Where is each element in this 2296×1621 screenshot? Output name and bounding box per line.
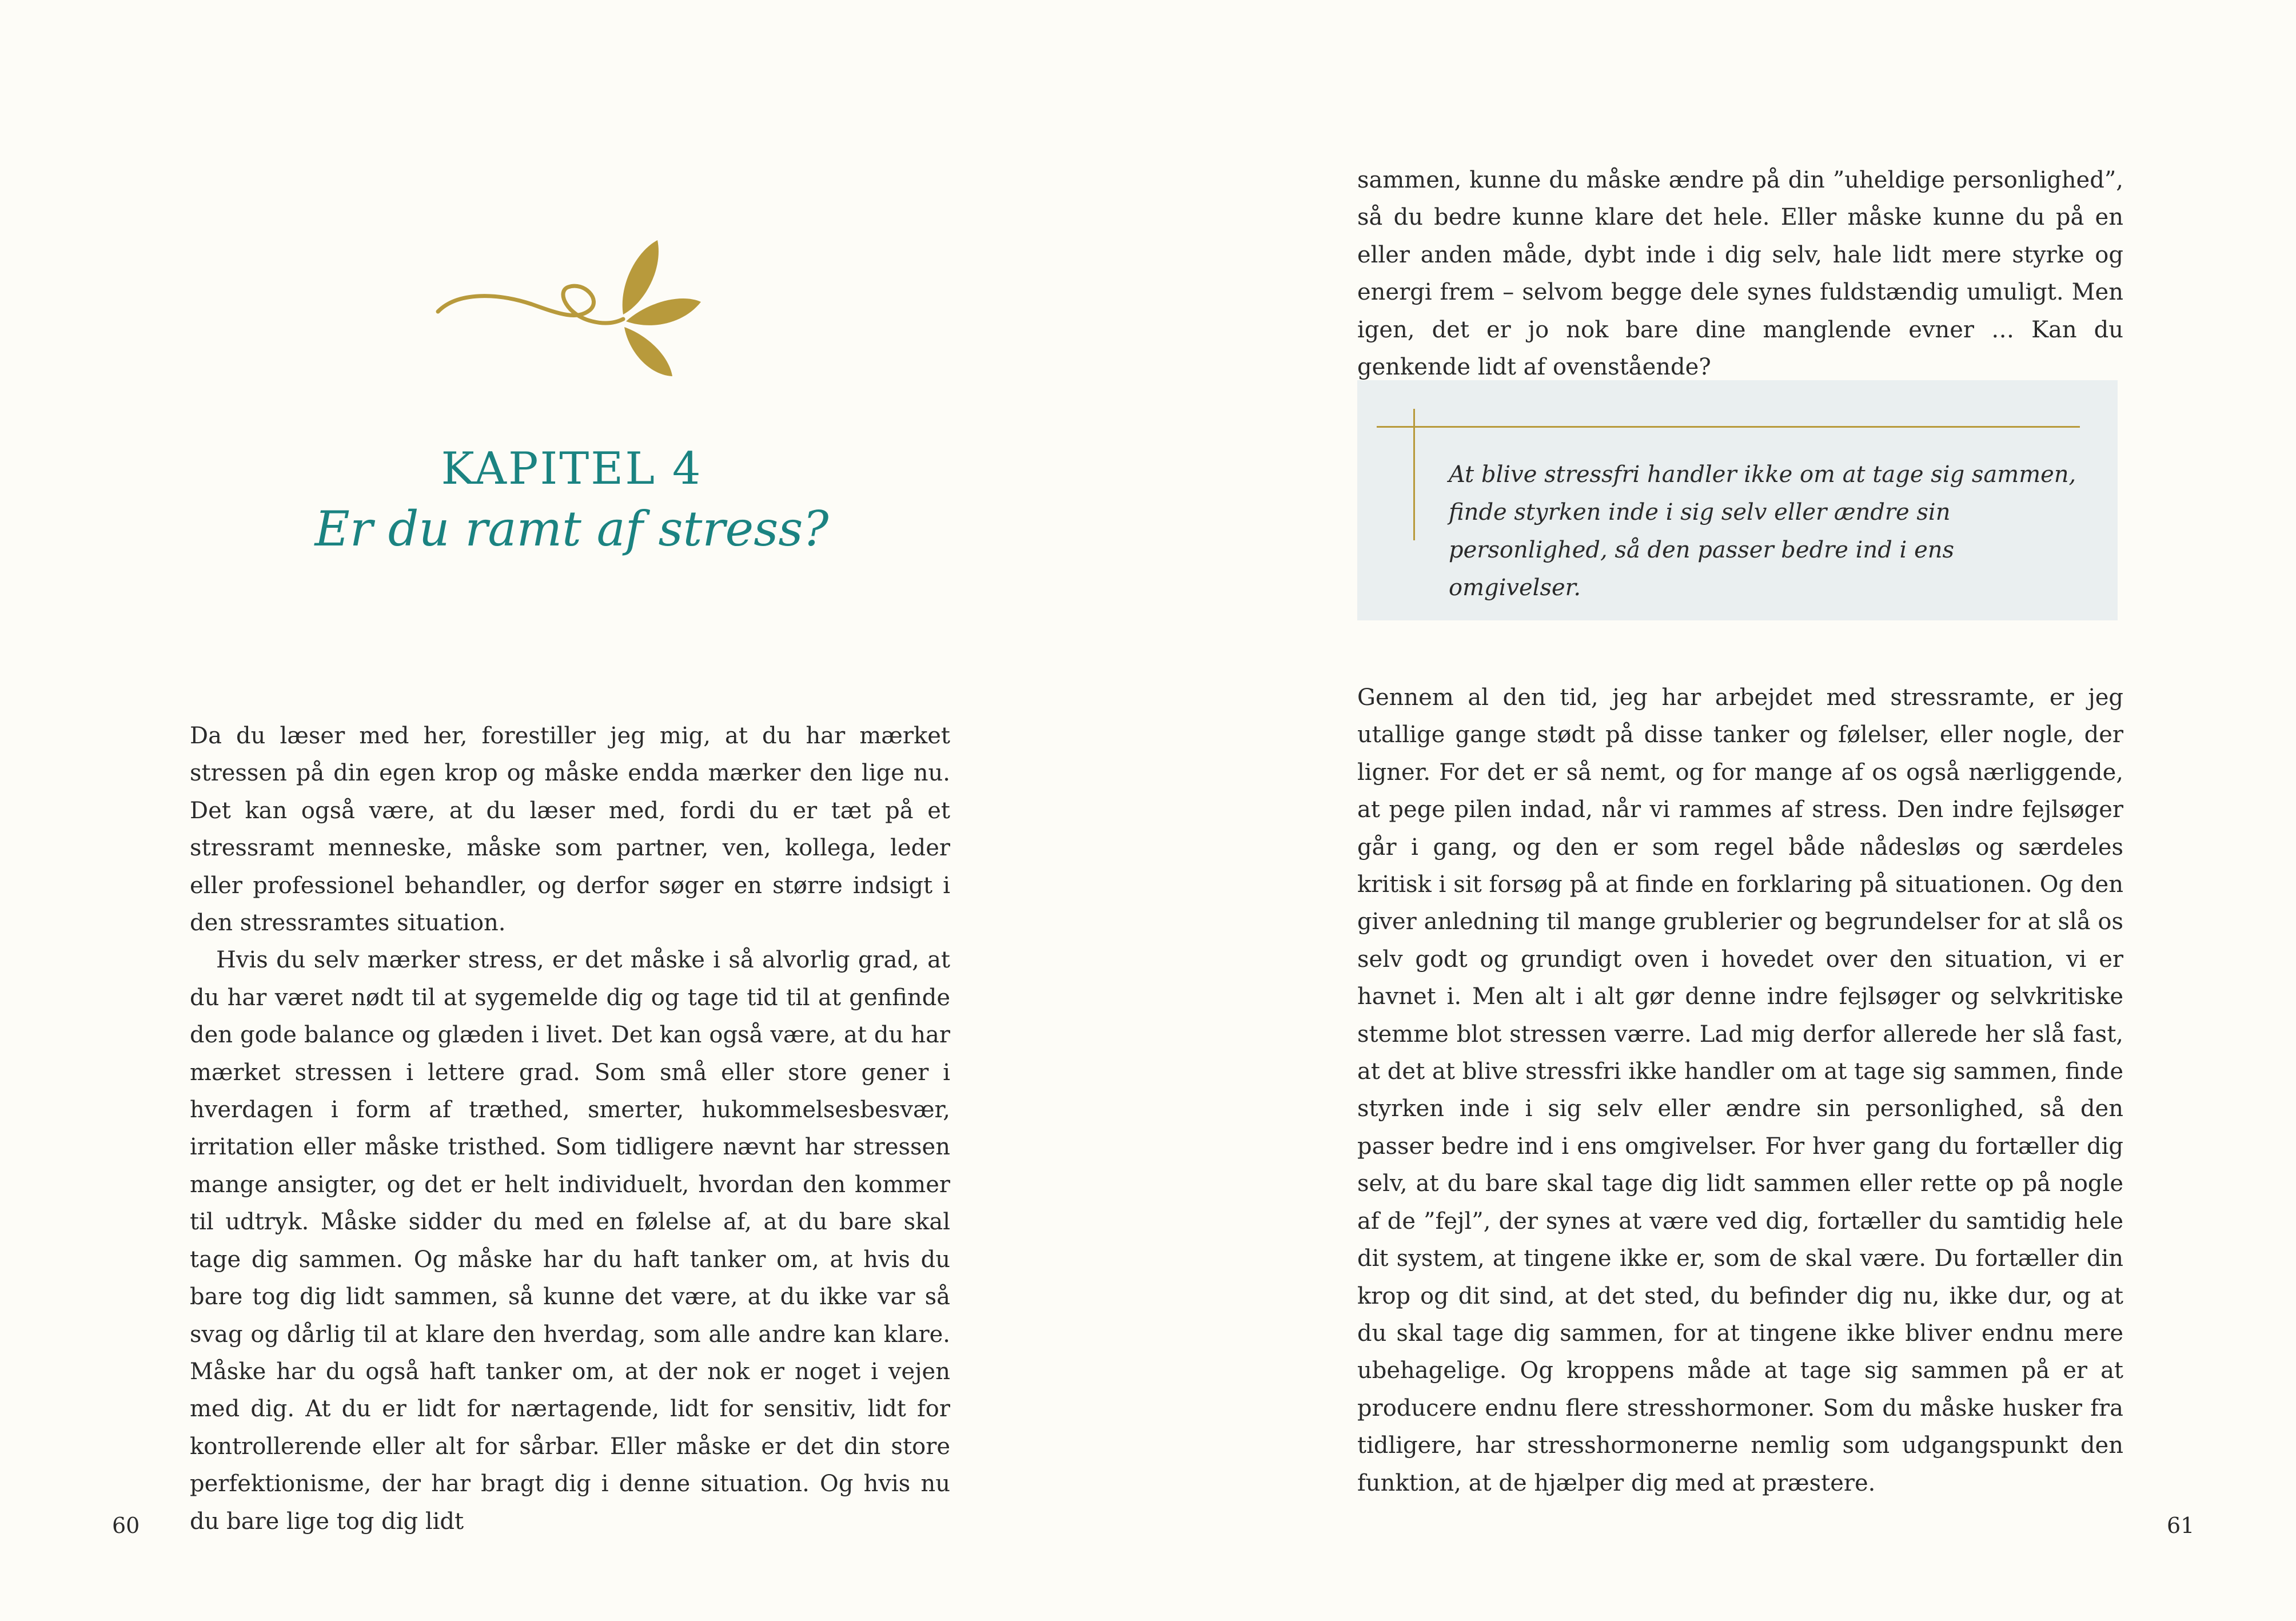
quote-rule-vertical [1413, 409, 1415, 540]
page-number: 60 [112, 1513, 140, 1538]
chapter-title: Er du ramt af stress? [314, 501, 829, 557]
quote-rule-horizontal [1377, 426, 2080, 428]
paragraph: Gennem al den tid, jeg har arbejdet med stressramte, er jeg utallige gange stødt på disse tanker og følelser, eller nogle, der ligner. For det er så nemt, og for mange af os også nærliggende, at pege pilen indad, når vi rammes af stress. Den indre fejlsøger går i gang, og den er som regel både nådesløs og særdeles kritisk i sit forsøg på at finde en forklaring på situationen. Og den giver anledning til mange grublerier og begrundelser for at slå os selv godt og grundigt oven i hovedet over den situation, vi er havnet i. Men alt i alt gør denne indre fejlsøger og selvkritiske stemme blot stressen værre. Lad mig derfor allerede her slå fast, at det at blive stressfri ikke handler om at tage sig sammen, finde styrken inde i sig selv eller ændre sin personlighed, så den passer bedre ind i ens omgivelser. For hver gang du fortæller dig selv, at du bare skal tage dig lidt sammen eller rette op på nogle af de ”fejl”, der synes at være ved dig, fortæller du samtidig hele dit system, at tingene ikke er, som de skal være. Du fortæller din krop og dit sind, at det sted, du befinder dig nu, ikke dur, og at du skal tage dig sammen, for at tingene ikke bliver endnu mere ubehagelige. Og kroppens måde at tage sig sammen på er at producere endnu flere stresshormoner. Som du måske husker fra tidligere, har stresshormonerne nemlig som udgangspunkt den funktion, at de hjælper dig med at præstere. [1357, 684, 2123, 1496]
right-top-text [1357, 162, 2123, 386]
chapter-label: KAPITEL 4 [441, 443, 703, 495]
left-body-text [190, 718, 950, 1540]
paragraph: Da du læser med her, forestiller jeg mig, at du har mærket stressen på din egen krop og måske endda mærker den lige nu. Det kan også være, at du læser med, fordi du er tæt på et stressramt menneske, måske som partner, ven, kollega, leder eller professionel behandler, og derfor søger en større indsigt i den stressramtes situation. [190, 723, 950, 937]
paragraph: sammen, kunne du måske ændre på din ”uheldige personlighed”, så du bedre kunne klare det hele. Eller måske kunne du på en eller anden måde, dybt inde i dig selv, hale lidt mere styrke og energi frem – selvom begge dele synes fuldstændig umuligt. Men igen, det er jo nok bare dine manglende evner … Kan du genkende lidt af ovenstående? [1357, 167, 2123, 381]
chapter-heading [189, 440, 955, 560]
leaf-sprig-icon [435, 229, 709, 383]
pull-quote [1357, 380, 2118, 620]
paragraph: Hvis du selv mærker stress, er det måske i så alvorlig grad, at du har været nødt til at sygemelde dig og tage tid til at genfinde den gode balance og glæden i livet. Det kan også være, at du har mærket stressen i lettere grad. Som små eller store gener i hverdagen i form af træthed, smerter, hukommelsesbesvær, irritation eller måske tristhed. Som tidligere nævnt har stressen mange ansigter, og det er helt individuelt, hvordan den kommer til udtryk. Måske sidder du med en følelse af, at du bare skal tage dig sammen. Og måske har du haft tanker om, at hvis du bare tog dig lidt sammen, så kunne det være, at du ikke var så svag og dårlig til at klare den hverdag, som alle andre kan klare. Måske har du også haft tanker om, at der nok er noget i vejen med dig. At du er lidt for nærtagende, lidt for sensitiv, lidt for kontrollerende eller alt for sårbar. Eller måske er det din store perfektionisme, der har bragt dig i denne situation. Og hvis nu du bare lige tog dig lidt [190, 947, 950, 1535]
pull-quote-text: At blive stressfri handler ikke om at tage sig sammen, finde styrken inde i sig selv eller ændre sin personlighed, så den passer bedre ind i ens omgivelser. [1449, 461, 2076, 601]
page-number: 61 [2167, 1513, 2195, 1538]
right-page [1148, 0, 2296, 1621]
right-bottom-text [1357, 679, 2123, 1502]
